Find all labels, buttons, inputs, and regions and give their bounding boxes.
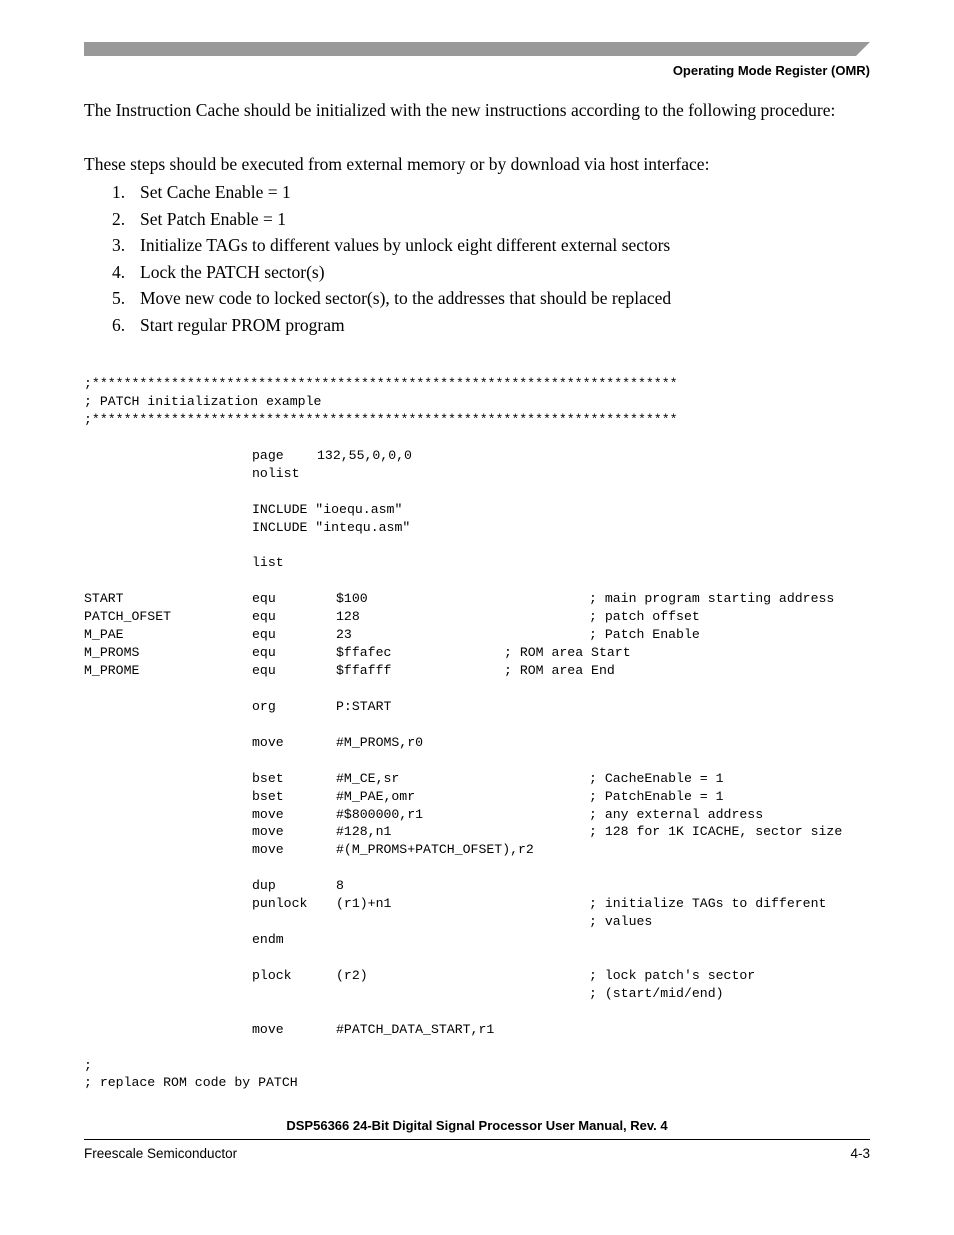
steps-intro-paragraph: These steps should be executed from external memory or by download via host interface: xyxy=(84,154,710,174)
code-instruction-op: move xyxy=(252,842,284,858)
code-plock-comment-cont: ; (start/mid/end) xyxy=(589,985,724,1001)
code-page-arg: 132,55,0,0,0 xyxy=(317,447,412,463)
step-number: 4. xyxy=(112,261,126,282)
code-instruction-op: bset xyxy=(252,788,284,804)
code-instruction-comment: ; 128 for 1K ICACHE, sector size xyxy=(589,824,843,840)
code-plock-comment: ; lock patch's sector xyxy=(589,967,756,983)
code-equ-line xyxy=(84,608,884,626)
code-equ-line xyxy=(84,662,884,680)
code-tail-2: ; replace ROM code by PATCH xyxy=(84,1074,298,1090)
code-instruction-comment: ; CacheEnable = 1 xyxy=(589,770,724,786)
code-instruction-arg: #(M_PROMS+PATCH_OFSET),r2 xyxy=(336,842,534,858)
code-equ-comment: ; ROM area End xyxy=(504,663,615,678)
code-dup-arg: 8 xyxy=(336,878,344,894)
code-org-arg: P:START xyxy=(336,698,392,714)
code-instruction-line xyxy=(84,841,884,859)
code-instruction-op: move xyxy=(252,806,284,822)
code-equ-comment: ; ROM area Start xyxy=(504,645,631,661)
step-text: Set Cache Enable = 1 xyxy=(140,182,291,202)
code-list: list xyxy=(252,555,284,571)
code-equ-label: M_PAE xyxy=(84,627,124,643)
footer-publisher: Freescale Semiconductor xyxy=(84,1146,238,1161)
code-equ-comment: ; Patch Enable xyxy=(589,627,700,643)
header-bar xyxy=(84,42,870,56)
step-text: Start regular PROM program xyxy=(140,314,345,335)
step-number: 5. xyxy=(112,288,126,309)
step-number: 1. xyxy=(112,182,126,202)
code-instruction-comment: ; PatchEnable = 1 xyxy=(589,788,724,804)
intro-paragraph: The Instruction Cache should be initialized with the new instructions according to the following procedure: xyxy=(84,100,836,120)
code-move-arg: #M_PROMS,r0 xyxy=(336,734,424,750)
code-instruction-line xyxy=(84,788,884,806)
code-equ-op: equ xyxy=(252,609,276,625)
code-include-1: INCLUDE "ioequ.asm" xyxy=(252,501,403,517)
step-text: Move new code to locked sector(s), to the addresses that should be replaced xyxy=(140,288,672,309)
code-equ-label: START xyxy=(84,591,124,607)
code-endm: endm xyxy=(252,932,284,948)
code-equ-op: equ xyxy=(252,627,276,643)
step-number: 3. xyxy=(112,235,126,256)
code-instruction-arg: #M_PAE,omr xyxy=(336,788,416,804)
footer-page-number: 4-3 xyxy=(850,1146,870,1161)
code-equ-op: equ xyxy=(252,591,276,607)
code-nolist: nolist xyxy=(252,465,300,481)
code-plock-arg: (r2) xyxy=(336,967,368,983)
code-move2-op: move xyxy=(252,1021,284,1037)
code-tail-1: ; xyxy=(84,1057,92,1073)
code-instruction-line xyxy=(84,770,884,788)
code-banner-top: ;************************************************************************** xyxy=(84,376,678,391)
code-punlock-comment: ; initialize TAGs to different xyxy=(589,896,827,912)
code-equ-label: M_PROME xyxy=(84,663,140,678)
code-include-2: INCLUDE "intequ.asm" xyxy=(252,519,411,535)
code-equ-line xyxy=(84,644,884,662)
code-equ-op: equ xyxy=(252,663,276,678)
code-equ-comment: ; main program starting address xyxy=(589,591,835,607)
code-equ-label: M_PROMS xyxy=(84,645,140,661)
code-instruction-op: bset xyxy=(252,770,284,786)
step-text: Set Patch Enable = 1 xyxy=(140,208,286,229)
code-punlock-op: punlock xyxy=(252,896,308,912)
code-move2-arg: #PATCH_DATA_START,r1 xyxy=(336,1021,495,1037)
code-equ-value: $ffafec xyxy=(336,645,392,661)
code-dup-op: dup xyxy=(252,878,276,894)
code-org-op: org xyxy=(252,698,276,714)
step-text: Initialize TAGs to different values by unlock eight different external sectors xyxy=(140,235,671,256)
step-number: 2. xyxy=(112,208,126,229)
code-equ-label: PATCH_OFSET xyxy=(84,609,172,625)
code-instruction-comment: ; any external address xyxy=(589,806,764,822)
running-header: Operating Mode Register (OMR) xyxy=(672,63,870,78)
code-listing xyxy=(84,375,884,1092)
code-instruction-arg: #128,n1 xyxy=(336,824,392,840)
code-instruction-arg: #M_CE,sr xyxy=(336,770,400,786)
code-equ-line xyxy=(84,590,884,608)
code-equ-line xyxy=(84,626,884,644)
code-instruction-line xyxy=(84,823,884,841)
code-instruction-op: move xyxy=(252,824,284,840)
code-equ-op: equ xyxy=(252,645,276,661)
step-number: 6. xyxy=(112,314,126,335)
code-equ-value: 23 xyxy=(336,627,352,643)
step-text: Lock the PATCH sector(s) xyxy=(140,261,325,282)
code-equ-value: $ffafff xyxy=(336,663,392,678)
code-plock-op: plock xyxy=(252,967,292,983)
code-instruction-arg: #$800000,r1 xyxy=(336,806,424,822)
code-banner-bottom: ;************************************************************************** xyxy=(84,411,678,427)
code-page-op: page xyxy=(252,447,284,463)
code-equ-value: $100 xyxy=(336,591,368,607)
code-equ-value: 128 xyxy=(336,609,360,625)
code-punlock-arg: (r1)+n1 xyxy=(336,896,392,912)
code-punlock-comment-cont: ; values xyxy=(589,914,653,930)
code-move-op: move xyxy=(252,734,284,750)
footer-divider xyxy=(84,1139,870,1140)
code-equ-comment: ; patch offset xyxy=(589,609,700,625)
code-instruction-line xyxy=(84,806,884,824)
code-banner-title: ; PATCH initialization example xyxy=(84,393,322,409)
footer-title: DSP56366 24-Bit Digital Signal Processor User Manual, Rev. 4 xyxy=(286,1118,668,1133)
